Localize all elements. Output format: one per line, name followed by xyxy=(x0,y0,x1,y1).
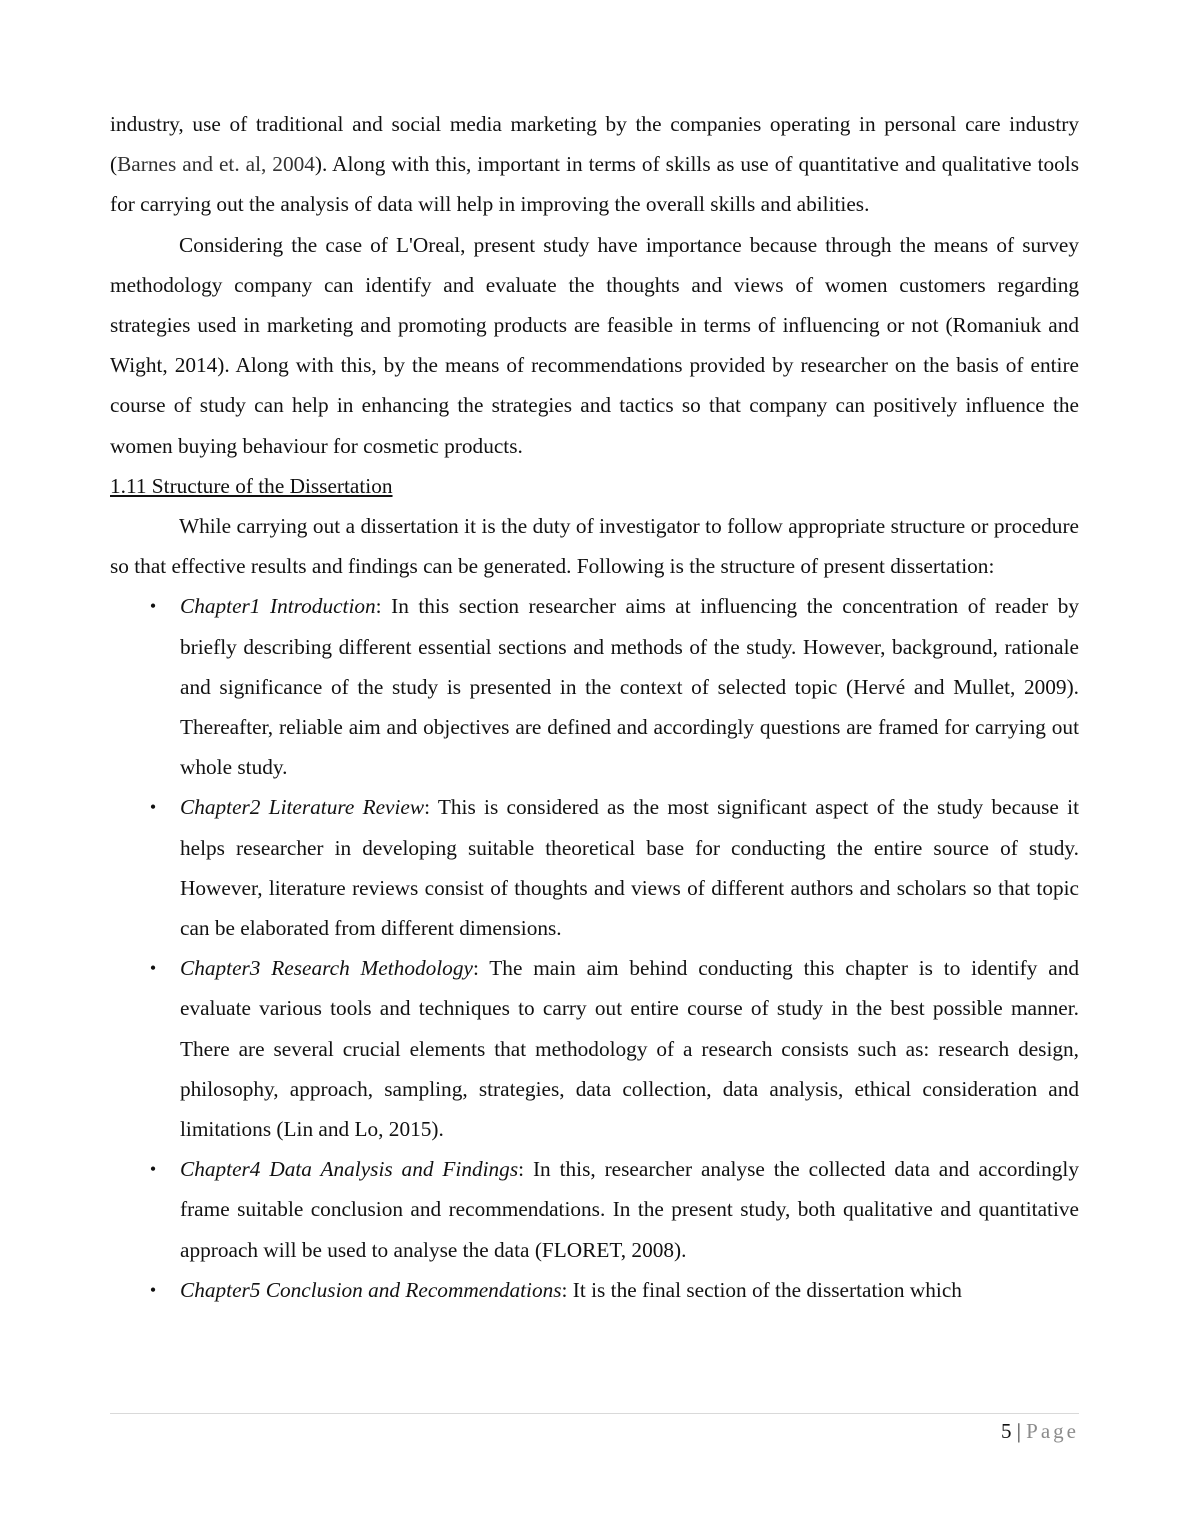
chapter-title: Chapter1 Introduction xyxy=(180,594,376,619)
footer-divider xyxy=(110,1413,1079,1414)
paragraph-text: industry, use of traditional and social media marketing by the companies operating in personal care industry ( xyxy=(110,112,1079,177)
chapter-title: Chapter5 Conclusion and Recommendations xyxy=(180,1277,562,1302)
chapter-title: Chapter2 Literature Review xyxy=(180,795,425,820)
document-body xyxy=(110,104,1079,1310)
chapter-list-item xyxy=(110,1270,1079,1310)
chapter-title: Chapter4 Data Analysis and Findings xyxy=(180,1157,519,1182)
page-footer xyxy=(1001,1418,1079,1444)
bullet-icon: • xyxy=(149,958,157,979)
intro-paragraph xyxy=(110,104,1079,225)
chapter-title: Chapter3 Research Methodology xyxy=(180,956,473,981)
chapter-list-item xyxy=(110,1149,1079,1270)
chapter-list xyxy=(110,586,1079,1310)
bullet-icon: • xyxy=(149,1279,157,1300)
paragraph-text: ). Along with this, important in terms of skills as use of quantitative and qualitative tools for carrying out the analysis of data will help in improving the overall skills and abilities. xyxy=(110,152,1079,217)
bullet-icon: • xyxy=(149,596,157,617)
structure-paragraph: While carrying out a dissertation it is the duty of investigator to follow appropriate structure or procedure so that effective results and findings can be generated. Following is the structure of present dissertation: xyxy=(110,514,1079,579)
page-label: Page xyxy=(1026,1419,1079,1443)
chapter-description: : This is considered as the most significant aspect of the study because it helps researcher in developing suitable theoretical base for conducting the entire source of study. However, literature reviews consist of thoughts and views of different authors and scholars so that topic can be elaborated from different dimensions. xyxy=(180,795,1079,941)
bullet-icon: • xyxy=(149,797,157,818)
chapter-description: : In this section researcher aims at influencing the concentration of reader by briefly describing different essential sections and methods of the study. However, background, rationale and significance of the study is presented in the context of selected topic (Hervé and Mullet, 2009). Thereafter, reliable aim and objectives are defined and accordingly questions are framed for carrying out whole study. xyxy=(180,594,1079,780)
chapter-description: : The main aim behind conducting this chapter is to identify and evaluate various tools and techniques to carry out entire course of study in the best possible manner. There are several crucial elements that methodology of a research consists such as: research design, philosophy, approach, sampling, strategies, data collection, data analysis, ethical consideration and limitations (Lin and Lo, 2015). xyxy=(180,956,1079,1142)
citation: Barnes and et. al, 2004 xyxy=(117,152,315,177)
footer-separator: | xyxy=(1011,1419,1027,1443)
chapter-list-item xyxy=(110,948,1079,1149)
chapter-list-item xyxy=(110,787,1079,948)
section-heading: 1.11 Structure of the Dissertation xyxy=(110,473,393,498)
chapter-list-item xyxy=(110,586,1079,787)
chapter-description: : It is the final section of the dissertation which xyxy=(561,1277,962,1302)
loreal-paragraph: Considering the case of L'Oreal, present study have importance because through the means of survey methodology company can identify and evaluate the thoughts and views of women customers regarding strategies used in marketing and promoting products are feasible in terms of influencing or not (Romaniuk and Wight, 2014). Along with this, by the means of recommendations provided by researcher on the basis of entire course of study can help in enhancing the strategies and tactics so that company can positively influence the women buying behaviour for cosmetic products. xyxy=(110,232,1079,458)
chapter-description: : In this, researcher analyse the collected data and accordingly frame suitable conclusion and recommendations. In the present study, both qualitative and quantitative approach will be used to analyse the data (FLORET, 2008). xyxy=(180,1157,1079,1262)
bullet-icon: • xyxy=(149,1159,157,1180)
page-number: 5 xyxy=(1000,1419,1012,1443)
